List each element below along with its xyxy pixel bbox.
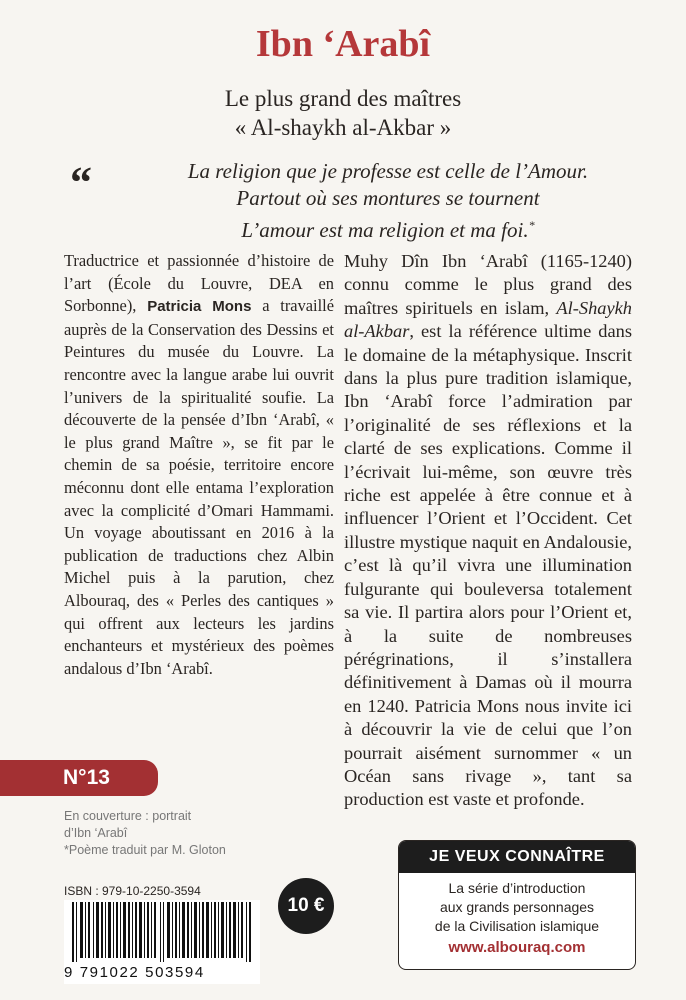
description-part-1: Muhy Dîn Ibn ‘Arabî (1165-1240) connu comme le plus grand des maîtres spirituels en islam,	[344, 251, 632, 318]
subtitle-line-2: « Al-shaykh al-Akbar »	[234, 115, 452, 140]
promo-line-3: de la Civilisation islamique	[434, 918, 600, 934]
note-line-3: *Poème traduit par M. Gloton	[64, 843, 226, 857]
subtitle	[0, 84, 686, 142]
book-description	[344, 250, 632, 812]
quote-mark-icon: “	[70, 158, 92, 207]
author-bio-body: a travaillé auprès de la Conservation des Dessins et Peintures du musée du Louvre. La rencontre avec la langue arabe lui ouvrit l’univers de la spiritualité soufie. La découverte de la pensée d’Ibn ‘Arabî, « le plus grand Maître », se fit par le chemin de sa poésie, territoire encore méconnu dont elle entama l’exploration avec la complicité d’Omari Hammami. Un voyage aboutissant en 2016 à la publication de traductions chez Albin Michel puis à la parution, chez Albouraq, des « Perles des cantiques » qui offrent aux lecteurs les jardins enchanteurs et mystérieux des poèmes andalous d’Ibn ‘Arabî.	[64, 296, 334, 678]
publisher-url-link[interactable]: www.albouraq.com	[448, 939, 586, 956]
note-line-2: d’Ibn ‘Arabî	[64, 826, 128, 840]
promo-heading: JE VEUX CONNAÎTRE	[399, 841, 635, 873]
quote-line-2: Partout où ses montures se tournent	[236, 186, 540, 210]
series-number-badge: N°13	[0, 760, 158, 796]
price-tag: 10 €	[278, 878, 334, 934]
barcode	[64, 900, 260, 984]
barcode-icon	[70, 902, 256, 962]
footnote-marker: *	[528, 218, 535, 232]
promo-line-1: La série d’introduction	[448, 880, 586, 896]
promo-text	[399, 873, 635, 936]
quote-line-1: La religion que je professe est celle de l’Amour.	[187, 159, 589, 183]
description-part-2: , est la référence ultime dans le domaine de la métaphysique. Inscrit dans la plus pure tradition islamique, Ibn ‘Arabî force l’admiration par l’originalité de ses réflexions et la clarté de ses explications. Comme il l’écrivait lui-même, son œuvre très riche est appelée à être connue et à influencer l’Orient et l’Occident. Cet illustre mystique naquit en Andalousie, c’est là qu’il vivra une illumination fulgurante qui bouleversa totalement sa vie. Il partira alors pour l’Orient et, à la suite de nombreuses pérégrinations, il s’installera définitivement à Damas où il mourra en 1240. Patricia Mons nous invite ici à découvrir la vie de celui que l’on pourrait aisément surnommer « un Océan sans rivage », tant sa production est vaste et profonde.	[344, 321, 632, 810]
author-bio-intro: Traductrice et passionnée d’histoire de l’art (École du Louvre, DEA en Sorbonne),	[64, 251, 334, 316]
note-line-1: En couverture : portrait	[64, 809, 192, 823]
isbn-label: ISBN : 979-10-2250-3594	[64, 884, 201, 898]
quote-line-3: L’amour est ma religion et ma foi.*	[241, 218, 535, 242]
series-promo-box	[398, 840, 636, 970]
author-name: Patricia Mons	[147, 298, 252, 316]
book-title: Ibn ‘Arabî	[255, 23, 431, 65]
description-italic-title: Al-Shaykh al-Akbar	[344, 297, 632, 342]
promo-line-2: aux grands personnages	[439, 899, 595, 915]
subtitle-line-1: Le plus grand des maîtres	[224, 86, 462, 111]
barcode-digits: 9 791022 503594	[64, 964, 205, 981]
author-bio	[64, 250, 334, 680]
epigraph-quote	[128, 158, 648, 244]
cover-notes	[64, 808, 344, 859]
